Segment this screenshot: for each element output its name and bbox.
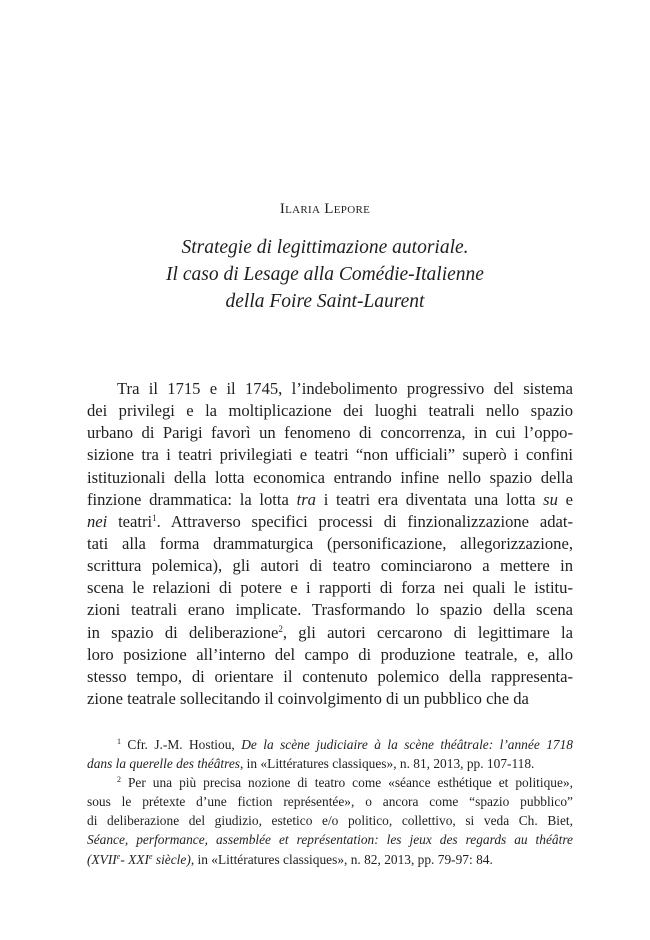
footnote-number-1: 1 — [117, 737, 121, 746]
body-line: istituzionali della lotta economica entrando infine nello spazio della — [87, 467, 573, 487]
footnote-number-2: 2 — [117, 775, 121, 785]
italic-emphasis: nei — [87, 511, 108, 531]
body-line: urbano di Parigi favorì un fenomeno di concorrenza, in cui l’oppo- — [87, 423, 573, 443]
author-name: Ilaria Lepore — [279, 201, 371, 217]
title-line-2: Il caso di Lesage alla Comédie-Italienne — [166, 264, 484, 285]
footnote-2-line — [87, 830, 573, 849]
text-run: - XXI — [120, 851, 149, 867]
superscript: e — [116, 851, 121, 861]
text-run: , in «Littératures classiques», n. 82, 2013, pp. 79-97: 84. — [190, 851, 493, 867]
footnote-ref-1[interactable]: 1 — [152, 512, 157, 523]
body-line: zioni teatrali erano implicate. Trasformando lo spazio della scena — [87, 600, 573, 620]
text-run: . Attraverso specifici processi di finzionalizzazione adat- — [156, 511, 573, 531]
cited-title — [87, 852, 191, 867]
body-line — [87, 622, 573, 644]
cited-title: Séance, performance, assemblée et représentation: les jeux des regards au théâtre — [87, 832, 573, 848]
text-run: teatri — [107, 511, 153, 531]
body-line: stesso tempo, di orientare il contenuto polemico della rappresenta- — [87, 666, 573, 686]
body-line: dei privilegi e la moltiplicazione dei luoghi teatrali nello spazio — [87, 401, 573, 421]
italic-emphasis: su — [543, 489, 558, 509]
italic-emphasis: tra — [296, 489, 316, 509]
body-text — [87, 378, 573, 710]
body-line: loro posizione all’interno del campo di produzione teatrale, e, allo — [87, 644, 573, 664]
cited-title: De la scène judiciaire à la scène théâtrale: l’année 1718 — [241, 737, 573, 752]
superscript: e — [148, 851, 153, 861]
text-run: in spazio di deliberazione — [87, 622, 279, 642]
footnote-1-line — [87, 735, 573, 754]
text-run: , gli autori cercarono di legittimare la — [282, 622, 573, 642]
text-run: (XVII — [87, 851, 117, 867]
text-run: , in «Littératures classiques», n. 81, 2013, pp. 107-118. — [239, 756, 535, 772]
footnote-2-line: sous le prétexte d’une fiction représentée», o ancora come “spazio pubblico” — [87, 794, 573, 810]
footnote-ref-2[interactable]: 2 — [278, 623, 283, 634]
text-run: finzione drammatica: la lotta — [87, 489, 297, 509]
cited-title: dans la querelle des théâtres — [87, 756, 240, 772]
title-line-1: Strategie di legittimazione autoriale. — [181, 237, 469, 258]
body-line — [87, 489, 573, 511]
body-line: Tra il 1715 e il 1745, l’indebolimento progressivo del sistema — [117, 379, 573, 398]
text-run: Per una più precisa nozione di teatro come «séance esthétique et politique», — [121, 775, 573, 791]
text-run: siècle) — [152, 851, 191, 867]
footnote-2-line — [87, 773, 573, 792]
body-line: tati alla forma drammaturgica (personificazione, allegorizzazione, — [87, 533, 573, 553]
body-line: scrittura polemica), gli autori di teatro cominciarono a mettere in — [87, 556, 573, 576]
footnote-2-line: di deliberazione del giudizio, estetico e/o politico, collettivo, si veda Ch. Biet, — [87, 813, 573, 829]
text-run: Cfr. J.-M. Hostiou, — [121, 737, 242, 752]
footnote-1-line — [87, 754, 573, 773]
text-run: e — [557, 489, 574, 509]
body-line: sizione tra i teatri privilegiati e teatri “non ufficiali” superò i confini — [87, 445, 573, 465]
article-title — [0, 234, 650, 315]
body-line — [87, 511, 573, 533]
body-line: zione teatrale sollecitando il coinvolgimento di un pubblico che da — [87, 688, 529, 708]
title-line-3: della Foire Saint-Laurent — [225, 291, 425, 312]
footnotes — [87, 735, 573, 869]
body-line: scena le relazioni di potere e i rapporti di forza nei quali le istitu- — [87, 578, 573, 598]
footnote-2-line — [87, 850, 573, 869]
text-run: i teatri era diventata una lotta — [315, 489, 544, 509]
